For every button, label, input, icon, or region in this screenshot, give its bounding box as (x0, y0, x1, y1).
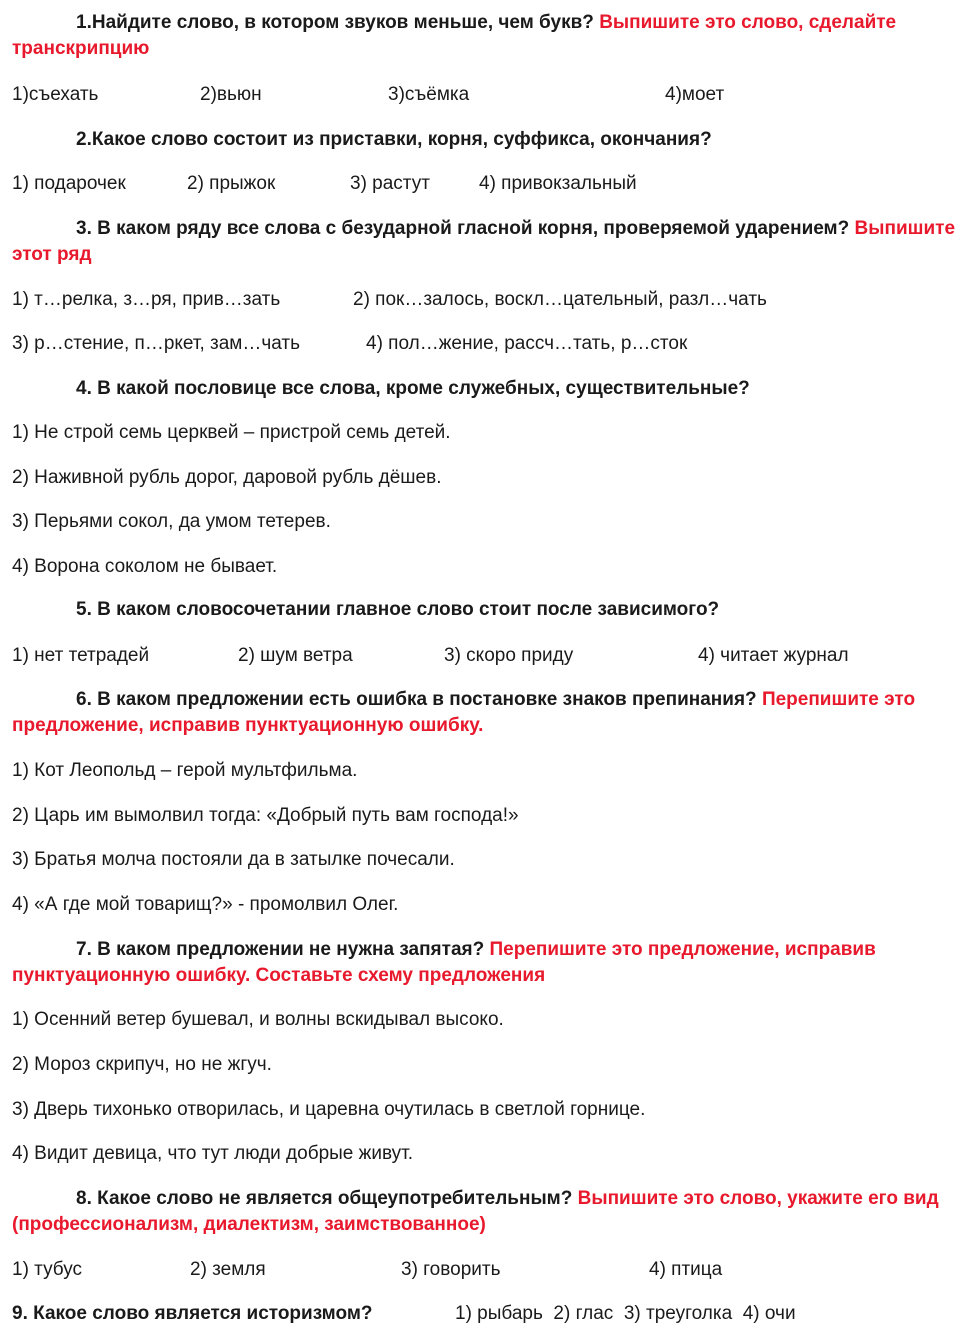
question-8-text: 8. Какое слово не является общеупотребительным? (76, 1188, 573, 1209)
q5-option-2: 2) шум ветра (238, 645, 353, 666)
question-5 (12, 597, 966, 623)
q8-option-3: 3) говорить (401, 1259, 501, 1280)
q2-option-4: 4) привокзальный (479, 173, 637, 194)
q7-option-4: 4) Видит девица, что тут люди добрые живут. (12, 1143, 414, 1164)
q6-option-1: 1) Кот Леопольд – герой мультфильма. (12, 760, 358, 781)
q5-option-4: 4) читает журнал (698, 645, 849, 666)
q4-option-1: 1) Не строй семь церквей – пристрой семь детей. (12, 422, 451, 443)
q2-option-2: 2) прыжок (187, 173, 276, 194)
q4-option-3: 3) Перьями сокол, да умом тетерев. (12, 511, 331, 532)
question-9-text: 9. Какое слово является историзмом? (12, 1303, 373, 1324)
question-2 (12, 127, 966, 153)
q7-option-3: 3) Дверь тихонько отворилась, и царевна очутилась в светлой горнице. (12, 1099, 646, 1120)
question-6 (12, 687, 966, 739)
question-4-text: 4. В какой пословице все слова, кроме служебных, существительные? (76, 378, 750, 399)
question-5-text: 5. В каком словосочетании главное слово стоит после зависимого? (76, 599, 720, 620)
q4-option-4: 4) Ворона соколом не бывает. (12, 556, 278, 577)
q6-option-4: 4) «А где мой товарищ?» - промолвил Олег. (12, 894, 399, 915)
question-4 (12, 376, 966, 402)
q2-option-1: 1) подарочек (12, 173, 126, 194)
q3-option-3: 3) р…стение, п…ркет, зам…чать (12, 333, 300, 354)
question-8-instruction: Выпишите это слово, укажите его вид (профессионализм, диалектизм, заимствованное) (12, 1188, 939, 1235)
question-3 (12, 216, 966, 268)
q6-option-2: 2) Царь им вымолвил тогда: «Добрый путь вам господа!» (12, 805, 519, 826)
q8-option-4: 4) птица (649, 1259, 723, 1280)
q6-option-3: 3) Братья молча постояли да в затылке почесали. (12, 849, 455, 870)
question-3-instruction: Выпишите этот ряд (12, 218, 956, 265)
q7-option-1: 1) Осенний ветер бушевал, и волны вскидывал высоко. (12, 1009, 504, 1030)
question-7-text: 7. В каком предложении не нужна запятая? (76, 939, 485, 960)
q3-option-2: 2) пок…залось, воскл…цательный, разл…чать (353, 289, 767, 310)
q1-option-3: 3)съёмка (388, 84, 470, 105)
question-1 (12, 10, 966, 62)
question-2-text: 2.Какое слово состоит из приставки, корня, суффикса, окончания? (76, 129, 712, 150)
question-1-text: 1.Найдите слово, в котором звуков меньше, чем букв? (76, 12, 594, 33)
q5-option-1: 1) нет тетрадей (12, 645, 150, 666)
q1-option-4: 4)моет (665, 84, 725, 105)
question-6-text: 6. В каком предложении есть ошибка в постановке знаков препинания? (76, 689, 757, 710)
q9-options: 1) рыбарь 2) глас 3) треуголка 4) очи (455, 1303, 796, 1324)
question-8 (12, 1186, 966, 1238)
question-7-instruction: Перепишите это предложение, исправив пунктуационную ошибку. Составьте схему предложения (12, 939, 876, 986)
q1-option-2: 2)вьюн (200, 84, 262, 105)
question-1-instruction: Выпишите это слово, сделайте транскрипцию (12, 12, 897, 59)
question-6-instruction: Перепишите это предложение, исправив пунктуационную ошибку. (12, 689, 916, 736)
q8-option-1: 1) тубус (12, 1259, 83, 1280)
q2-option-3: 3) растут (350, 173, 430, 194)
q3-option-4: 4) пол…жение, рассч…тать, р…сток (366, 333, 688, 354)
q1-option-1: 1)съехать (12, 84, 99, 105)
q5-option-3: 3) скоро приду (444, 645, 574, 666)
q3-option-1: 1) т…релка, з…ря, прив…зать (12, 289, 281, 310)
q7-option-2: 2) Мороз скрипуч, но не жгуч. (12, 1054, 272, 1075)
q4-option-2: 2) Наживной рубль дорог, даровой рубль дёшев. (12, 467, 442, 488)
question-7 (12, 937, 966, 989)
question-3-text: 3. В каком ряду все слова с безударной гласной корня, проверяемой ударением? (76, 218, 850, 239)
q8-option-2: 2) земля (190, 1259, 266, 1280)
